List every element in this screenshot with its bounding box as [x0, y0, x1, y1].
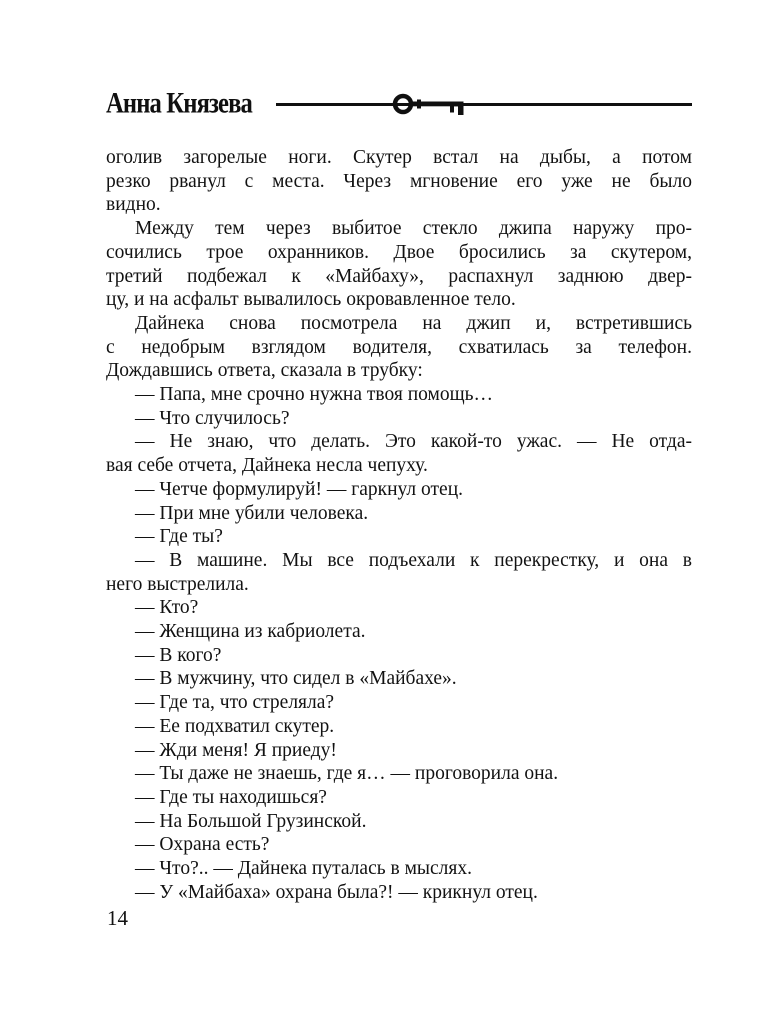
- paragraph: [106, 857, 692, 881]
- text-line: цу, и на асфальт вывалилось окровавленное тело.: [106, 289, 516, 311]
- paragraph: [106, 786, 692, 810]
- paragraph: [106, 596, 692, 620]
- text-line: — Папа, мне срочно нужна твоя помощь…: [135, 384, 494, 406]
- paragraph: [106, 146, 692, 217]
- paragraph: [106, 525, 692, 549]
- page-number: 14: [107, 906, 128, 930]
- page-header: [106, 86, 692, 122]
- header-rule-wrap: [276, 89, 692, 119]
- text-line: — Что?.. — Дайнека путалась в мыслях.: [135, 858, 472, 880]
- paragraph: [106, 881, 692, 905]
- text-line: — На Большой Грузинской.: [135, 810, 367, 832]
- text-line: — Где та, что стреляла?: [135, 692, 335, 714]
- paragraph: [106, 478, 692, 502]
- text-line: — Не знаю, что делать. Это какой-то ужас. — Не отда-: [135, 431, 692, 453]
- paragraph: [106, 502, 692, 526]
- paragraph: [106, 762, 692, 786]
- paragraph: [106, 549, 692, 596]
- paragraph: [106, 644, 692, 668]
- paragraph: [106, 217, 692, 312]
- paragraph: [106, 691, 692, 715]
- text-line: Дайнека снова посмотрела на джип и, встретившись: [135, 312, 692, 334]
- text-line: сочились трое охранников. Двое бросились за скутером,: [106, 241, 692, 263]
- paragraph: [106, 833, 692, 857]
- text-line: третий подбежал к «Майбаху», распахнул заднюю двер-: [106, 265, 692, 287]
- text-block: [106, 146, 692, 905]
- text-line: с недобрым взглядом водителя, схватилась за телефон.: [106, 336, 692, 358]
- text-line: вая себе отчета, Дайнека несла чепуху.: [106, 455, 428, 477]
- text-line: — Охрана есть?: [135, 834, 270, 856]
- text-line: — Что случилось?: [135, 407, 290, 429]
- paragraph: [106, 715, 692, 739]
- text-line: видно.: [106, 194, 161, 216]
- text-line: — Кто?: [135, 597, 199, 619]
- text-line: оголив загорелые ноги. Скутер встал на дыбы, а потом: [106, 147, 692, 168]
- text-line: Дождавшись ответа, сказала в трубку:: [106, 360, 423, 382]
- text-line: — Женщина из кабриолета.: [135, 621, 366, 643]
- key-ornament-icon: [392, 91, 476, 117]
- text-line: — В мужчину, что сидел в «Майбахе».: [135, 668, 457, 690]
- author-logo: Анна Князева: [106, 87, 252, 120]
- text-line: — Четче формулируй! — гаркнул отец.: [135, 478, 464, 500]
- paragraph: [106, 312, 692, 383]
- text-line: — В машине. Мы все подъехали к перекрестку, и она в: [135, 549, 692, 571]
- text-line: — Где ты находишься?: [135, 786, 327, 808]
- header-rule: [276, 103, 692, 106]
- paragraph: [106, 667, 692, 691]
- text-line: — При мне убили человека.: [135, 502, 369, 524]
- paragraph: [106, 810, 692, 834]
- text-line: резко рванул с места. Через мгновение его уже не было: [106, 170, 692, 192]
- text-line: — У «Майбаха» охрана была?! — крикнул отец.: [135, 881, 538, 903]
- text-line: — Ты даже не знаешь, где я… — проговорила она.: [135, 763, 559, 785]
- text-line: Между тем через выбитое стекло джипа наружу про-: [135, 218, 692, 240]
- paragraph: [106, 407, 692, 431]
- text-line: — Где ты?: [135, 526, 223, 548]
- text-line: — В кого?: [135, 644, 222, 666]
- paragraph: [106, 430, 692, 477]
- paragraph: [106, 739, 692, 763]
- text-line: него выстрелила.: [106, 573, 249, 595]
- paragraph: [106, 620, 692, 644]
- paragraph: [106, 383, 692, 407]
- text-line: — Ее подхватил скутер.: [135, 715, 335, 737]
- text-line: — Жди меня! Я приеду!: [135, 739, 337, 761]
